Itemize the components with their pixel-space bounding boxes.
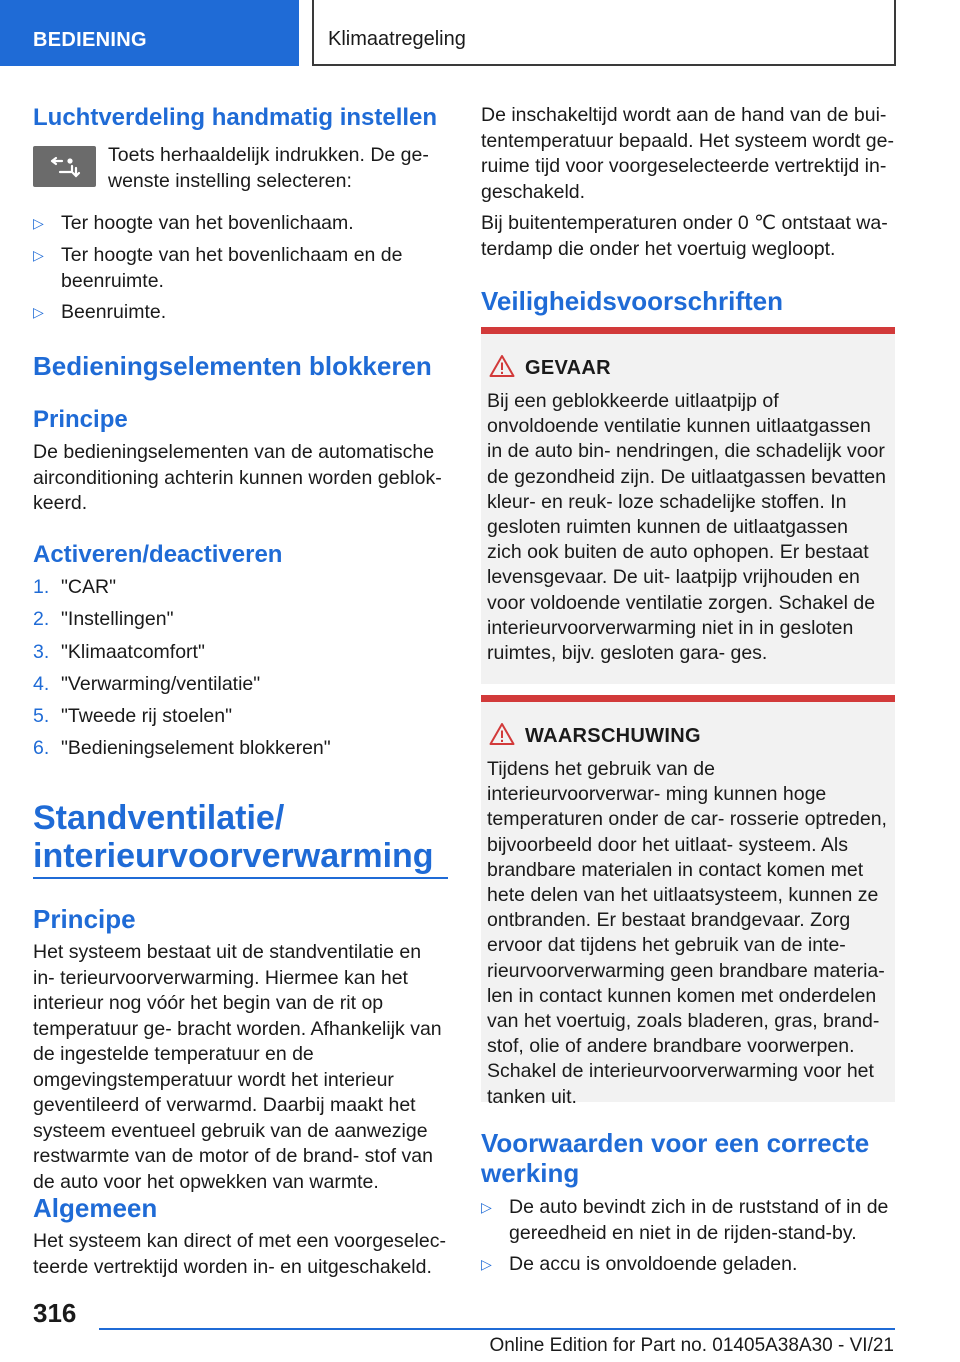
paragraph-principe-2: Het systeem bestaat uit de standventilatie en in‐ terieurvoorverwarming. Hiermee kan het interieur nog vóór het begin van de rit op temperatuur ge‐ bracht worden. Afhankelijk van de ingestelde temperatuur en de omgevingstemperatuur wordt het interieur geventileerd of verwarmd. Daarbij maakt het systeem eventueel gebruik van de aanwezige restwarmte van de motor of de brand‐ stof van de auto voor het opwekken van warmte. <box>33 941 442 1193</box>
paragraph-algemeen: Het systeem kan direct of met een voorgeselec‐ teerde vertrektijd worden in- en uitgeschakeld. <box>33 1230 446 1278</box>
page-number: 316 <box>33 1298 77 1328</box>
air-distribution-icon <box>33 146 96 187</box>
heading-principe: Principe <box>33 406 128 433</box>
heading-luchtverdeling: Luchtverdeling handmatig instellen <box>33 104 438 131</box>
chapter-title: Klimaatregeling <box>328 28 466 50</box>
heading-voorwaarden-line2: werking <box>481 1158 580 1188</box>
footer-edition: Online Edition for Part no. 01405A38A30 - VI/21 <box>489 1335 894 1356</box>
heading-voorwaarden-line1: Voorwaarden voor een correcte <box>481 1128 870 1158</box>
warning-text: Tijdens het gebruik van de interieurvoorverwar‐ ming kunnen hoge temperaturen onder de car‐ rosserie optreden, bijvoorbeeld door het uitlaat‐ systeem. Als brandbare materialen in contact komen met hete delen van het uitlaatsysteem, kunnen ze ontbranden. Er bestaat brandgevaar. Zorg ervoor dat tijdens het gebruik van de inte‐ rieurvoorverwarming geen brandbare materia‐ len in contact kunnen komen met onderdelen van het voertuig, zoals bladeren, gras, brand‐ stof, olie of andere brandbare voorwerpen. Schakel de interieurvoorverwarming voor het tanken uit. <box>487 758 887 1108</box>
bullet-triangle-icon: ▷ <box>481 1199 492 1215</box>
paragraph-buitentemperatuur: Bij buitentemperaturen onder 0 ℃ ontstaat wa‐ terdamp die onder het voertuig wegloopt. <box>481 212 888 260</box>
footer-rule <box>99 1328 895 1330</box>
section-title: BEDIENING <box>33 29 147 51</box>
heading-veiligheid: Veiligheidsvoorschriften <box>481 286 783 316</box>
danger-title: GEVAAR <box>525 357 611 379</box>
heading-blokkeren: Bedieningselementen blokkeren <box>33 351 432 381</box>
heading-standventilatie-line1: Standventilatie/ <box>33 799 285 837</box>
danger-box <box>481 327 895 684</box>
warning-triangle-icon <box>489 354 515 378</box>
paragraph-principe: De bedieningselementen van de automatische airconditioning achterin kunnen worden geblok‐ keerd. <box>33 441 442 514</box>
bullet-triangle-icon: ▷ <box>33 304 44 320</box>
warning-triangle-icon <box>489 722 515 746</box>
section-tab <box>0 0 299 66</box>
warning-box <box>481 695 895 1108</box>
chapter-tab <box>312 0 896 66</box>
bullet-triangle-icon: ▷ <box>33 215 44 231</box>
heading-algemeen: Algemeen <box>33 1193 158 1223</box>
heading-activeren: Activeren/deactiveren <box>33 541 283 568</box>
icon-instruction: Toets herhaaldelijk indrukken. De ge‐ wenste instelling selecteren: <box>108 144 429 192</box>
warning-title: WAARSCHUWING <box>525 725 701 747</box>
bullet-triangle-icon: ▷ <box>33 247 44 263</box>
heading-principe-2: Principe <box>33 904 136 934</box>
danger-text: Bij een geblokkeerde uitlaatpijp of onvoldoende ventilatie kunnen uitlaatgassen in de auto bin‐ nendringen, die schadelijk voor de gezondheid zijn. De uitlaatgassen bevatten kleur- en reuk‐ loze schadelijke stoffen. In gesloten ruimten kunnen de uitlaatgassen zich ook buiten de auto ophopen. Er bestaat levensgevaar. De uit‐ laatpijp vrijhouden en voor voldoende ventilatie zorgen. Schakel de interieurvoorverwarming niet in in gesloten ruimtes, bijv. gesloten gara‐ ges. <box>487 390 886 665</box>
heading-standventilatie-line2: interieurvoorverwarming <box>33 837 434 875</box>
heading-underline <box>33 877 448 879</box>
bullet-triangle-icon: ▷ <box>481 1256 492 1272</box>
paragraph-inschakeltijd: De inschakeltijd wordt aan de hand van de bui‐ tentemperatuur bepaald. Het systeem wordt ge‐ ruime tijd voor voorgeselecteerde vertrektijd in‐ geschakeld. <box>481 104 894 203</box>
